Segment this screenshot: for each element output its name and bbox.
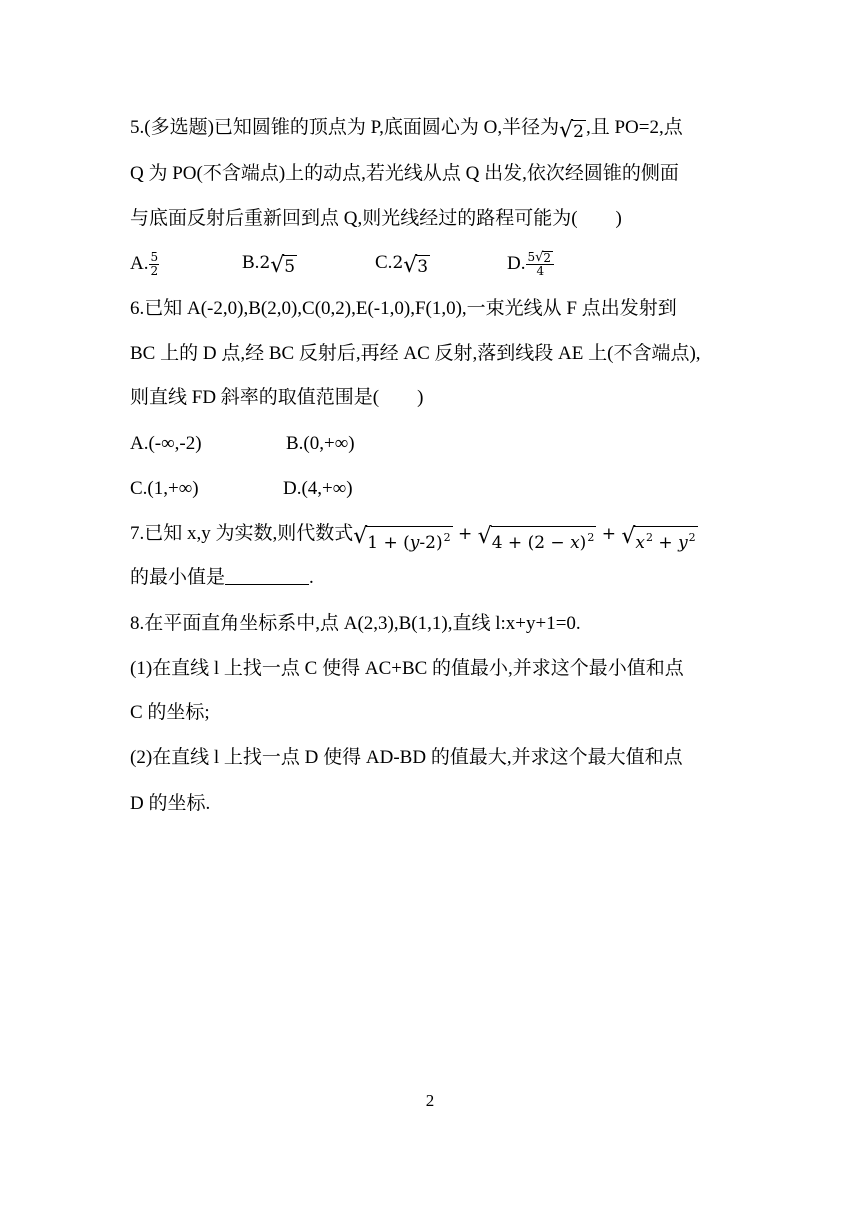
q5-line-1 xyxy=(130,116,683,142)
q7-line-2: 的最小值是 . xyxy=(130,567,314,588)
q5-text-a: 5.(多选题)已知圆锥的顶点为 P,底面圆心为 O,半径为 xyxy=(130,117,560,138)
q5-text-b: ,且 PO=2,点 xyxy=(585,117,683,138)
page-number: 2 xyxy=(425,1091,435,1110)
q5-option-c: C.2 √ 3 xyxy=(375,252,429,278)
fraction: $\frac{5}{2}$ xyxy=(150,250,159,278)
fraction: 5 √ 2 4 xyxy=(526,251,554,278)
q8-line-1: 8.在平面直角坐标系中,点 A(2,3),B(1,1),直线 l:x+y+1=0. xyxy=(130,613,581,634)
q7-line-1: 7.已知 x,y 为实数,则代数式 √ $1 + (y-2)^2$ + √ $4 + (2 - x)^2$ + √ $x^2 + y^2$ xyxy=(130,523,696,553)
q5-option-d: D. 5 √ 2 4 xyxy=(507,251,554,278)
sqrt-expression: √ 3 xyxy=(403,253,429,278)
answer-blank xyxy=(225,568,309,585)
q6-line-1: 6.已知 A(-2,0),B(2,0),C(0,2),E(-1,0),F(1,0),一束光线从 F 点出发射到 xyxy=(130,298,677,319)
sqrt-term-1: √ $1 + (y-2)^2$ xyxy=(353,524,451,553)
sqrt-term-3: √ $x^2 + y^2$ xyxy=(621,524,696,553)
q8-line-4: (2)在直线 l 上找一点 D 使得 AD-BD 的值最大,并求这个最大值和点 xyxy=(130,747,683,768)
q8-line-5: D 的坐标. xyxy=(130,793,211,814)
sqrt-expression: √ 5 xyxy=(270,253,296,278)
q6-option-b: B.(0,+∞) xyxy=(286,433,355,454)
q6-option-a: A.(-∞,-2) xyxy=(130,433,202,454)
q8-line-3: C 的坐标; xyxy=(130,702,210,723)
sqrt-expression: √ 2 xyxy=(559,118,584,143)
q5-line-3: 与底面反射后重新回到点 Q,则光线经过的路程可能为( ) xyxy=(130,208,622,229)
q8-line-2: (1)在直线 l 上找一点 C 使得 AC+BC 的值最小,并求这个最小值和点 xyxy=(130,658,684,679)
q5-option-a: A. $\frac{5}{2}$ xyxy=(130,250,159,278)
q5-option-b: B.2 √ 5 xyxy=(242,252,296,278)
q6-line-3: 则直线 FD 斜率的取值范围是( ) xyxy=(130,387,424,408)
q6-option-c: C.(1,+∞) xyxy=(130,478,199,499)
q5-line-2: Q 为 PO(不含端点)上的动点,若光线从点 Q 出发,依次经圆锥的侧面 xyxy=(130,163,679,184)
q6-option-d: D.(4,+∞) xyxy=(283,478,353,499)
q7-prefix: 7.已知 x,y 为实数,则代数式 xyxy=(130,523,354,544)
sqrt-term-2: √ $4 + (2 - x)^2$ xyxy=(477,524,595,553)
q6-line-2: BC 上的 D 点,经 BC 反射后,再经 AC 反射,落到线段 AE 上(不含端点), xyxy=(130,343,701,364)
